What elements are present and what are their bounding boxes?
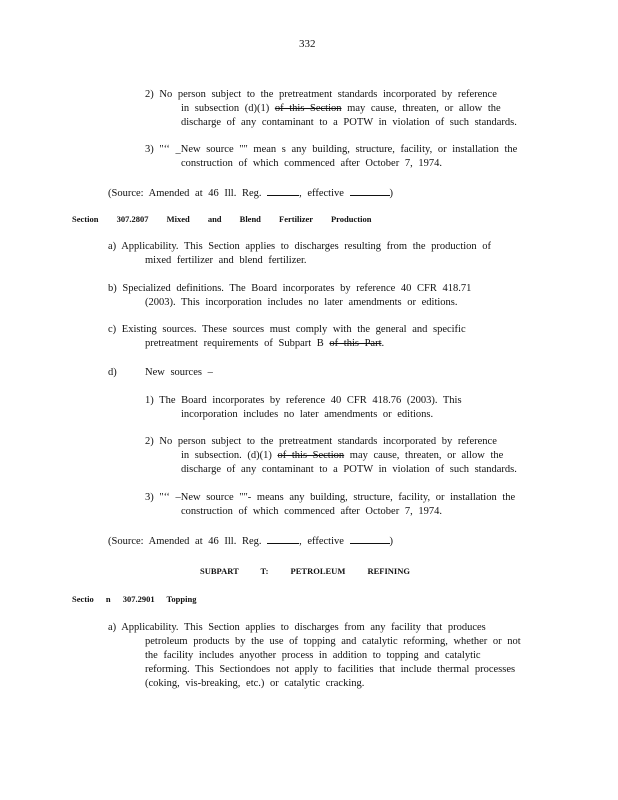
d2-line-2-rest: may cause, threaten, or allow the — [349, 450, 504, 461]
subsection-a-line-1: a) Applicability. This Section applies to discharges resulting from the production of — [108, 241, 492, 252]
item-2-line-3: discharge of any contaminant to a POTW in violation of such standards. — [181, 117, 517, 128]
subsection-d-text: New sources — [145, 367, 202, 378]
blank-line — [267, 185, 299, 196]
d1-line-1: 1) The Board incorporates by reference 40 CFR 418.76 (2003). This — [145, 395, 462, 406]
topping-a-line-1: a) Applicability. This Section applies to discharges from any facility that produces — [108, 622, 486, 633]
source-effective: , effective — [299, 188, 344, 199]
topping-a-line-4: reforming. This Sectiondoes not apply to facilities that include thermal processes — [145, 664, 516, 675]
source-label: (Source: Amended at 46 Ill. Reg. — [108, 188, 262, 199]
subsection-d-title — [145, 366, 213, 379]
struck-text: of this Section — [274, 103, 342, 114]
blank-line — [267, 533, 299, 544]
source-effective: , effective — [299, 536, 344, 547]
d2-line-2 — [181, 449, 503, 462]
struck-text: of this Section — [277, 450, 345, 461]
item-3-line-2: construction of which commenced after October 7, 1974. — [181, 158, 442, 169]
source-note — [108, 185, 393, 200]
source-note — [108, 533, 393, 548]
subsection-a-line-2: mixed fertilizer and blend fertilizer. — [145, 255, 307, 266]
subsection-c-period: . — [381, 338, 385, 349]
subsection-b-line-1: b) Specialized definitions. The Board incorporates by reference 40 CFR 418.71 — [108, 283, 472, 294]
item-2-subsection-ref: in subsection (d)(1) — [181, 103, 270, 114]
source-close: ) — [389, 188, 394, 199]
section-heading: Sectio n 307.2901 Topping — [72, 594, 197, 604]
struck-text: of this Part — [329, 338, 382, 349]
d2-subsection-ref: in subsection. (d)(1) — [181, 450, 272, 461]
item-2-line-2 — [181, 102, 501, 115]
d3-line-2: construction of which commenced after October 7, 1974. — [181, 506, 442, 517]
subsection-d-dash: – — [207, 367, 213, 378]
subsection-d-label: d) — [108, 367, 117, 378]
subsection-c-line-2 — [145, 337, 384, 350]
subsection-c-line-1: c) Existing sources. These sources must comply with the general and specific — [108, 324, 466, 335]
blank-line — [350, 533, 390, 544]
d2-line-3: discharge of any contaminant to a POTW in violation of such standards. — [181, 464, 517, 475]
item-2-line-2-rest: may cause, threaten, or allow the — [347, 103, 501, 114]
d3-line-1: 3) "‘‘ –New source ""- means any building, structure, facility, or installation the — [145, 492, 516, 503]
subsection-c-text: pretreatment requirements of Subpart B — [145, 338, 324, 349]
item-2-line-1: 2) No person subject to the pretreatment standards incorporated by reference — [145, 89, 497, 100]
subsection-b-line-2: (2003). This incorporation includes no later amendments or editions. — [145, 297, 458, 308]
page-number: 332 — [299, 38, 316, 50]
d2-line-1: 2) No person subject to the pretreatment standards incorporated by reference — [145, 436, 497, 447]
blank-line — [350, 185, 390, 196]
subpart-heading: SUBPART T: PETROLEUM REFINING — [200, 566, 410, 576]
topping-a-line-2: petroleum products by the use of topping and catalytic reforming, whether or not — [145, 636, 521, 647]
source-label: (Source: Amended at 46 Ill. Reg. — [108, 536, 262, 547]
d1-line-2: incorporation includes no later amendments or editions. — [181, 409, 434, 420]
section-heading: Section 307.2807 Mixed and Blend Fertilizer Production — [72, 214, 372, 224]
item-3-line-1: 3) "‘‘ _New source "" mean s any building, structure, facility, or installation the — [145, 144, 518, 155]
topping-a-line-3: the facility includes anyother process in addition to topping and catalytic — [145, 650, 481, 661]
source-close: ) — [389, 536, 394, 547]
topping-a-line-5: (coking, vis-breaking, etc.) or catalytic cracking. — [145, 678, 365, 689]
